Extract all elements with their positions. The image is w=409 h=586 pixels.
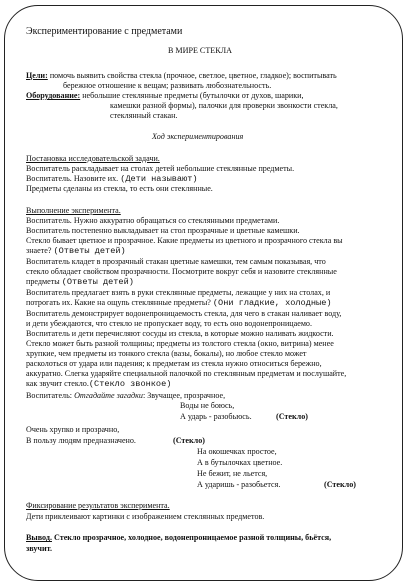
results-line: Дети приклеивают картинки с изображением стеклянных предметов. — [26, 512, 265, 521]
experiment-line: аккуратно. Слегка ударяйте специальной палочкой по стеклянным предметам и послушайте, — [26, 369, 347, 378]
children-response: (Ответы детей) — [53, 246, 126, 256]
riddle-line: А ударь - разобьюсь. — [180, 412, 252, 421]
riddle-line: На окошечках простое, — [197, 447, 277, 456]
equipment-line-3: стеклянный стакан. — [110, 111, 178, 120]
equipment-label: Оборудование: — [26, 91, 81, 100]
experiment-line: расколоться от удара или падения; к предметам из стекла нужно относиться бережно, — [26, 359, 322, 368]
children-response: (Стекло звонкое) — [88, 379, 172, 389]
experiment-line: как звучит стекло.(Стекло звонкое) — [26, 379, 172, 389]
conclusion-text: Стекло прозрачное, холодное, водонепроницаемое разной толщины, бьётся, — [51, 533, 332, 542]
results-heading: Фиксирование результатов эксперимента. — [26, 501, 170, 510]
riddle-line: Не бежит, не льется, — [197, 469, 268, 478]
children-response: (Они гладкие, холодные) — [212, 298, 332, 308]
experiment-line: Стекло может быть разной толщины; предметы из толстого стекла (окно, витрина) менее — [26, 339, 334, 348]
goals-label: Цели: — [26, 71, 48, 80]
experiment-line: потрогать их. Какие на ощупь стеклянные предметы? (Они гладкие, холодные) — [26, 298, 332, 308]
equipment-line-1 — [26, 91, 304, 101]
experiment-line: Воспитатель постепенно выкладывает на стол прозрачные и цветные камешки. — [26, 226, 300, 235]
experiment-line: хрупкие, чем предметы из тонкого стекла (вазы, бокалы), но любое стекло может — [26, 349, 307, 358]
children-response: (Дети называют) — [120, 174, 198, 184]
experiment-line: и дети убеждаются, что стекло не пропускает воду, то есть оно водонепроницаемо. — [26, 319, 313, 328]
experiment-line: предметы (Ответы детей) — [26, 277, 134, 287]
problem-line: Воспитатель раскладывает на столах детей небольшие стеклянные предметы. — [26, 164, 295, 173]
riddle-answer: (Стекло) — [276, 412, 308, 421]
riddle-line: А ударишь - разобьется. — [197, 480, 281, 489]
experiment-line: Воспитатель. Нужно аккуратно обращаться со стеклянными предметами. — [26, 216, 280, 225]
riddle-intro: Воспитатель: Отгадайте загадки: Звучащее, прозрачное, — [26, 391, 226, 400]
experiment-line: Воспитатель и дети перечисляют сосуды из стекла, в которые можно наливать жидкости. — [26, 329, 334, 338]
goals-text: помочь выявить свойства стекла (прочное, светлое, цветное, гладкое); воспитывать — [47, 71, 337, 80]
experiment-line: Стекло бывает цветное и прозрачное. Какие предметы из цветного и прозрачного стекла вы — [26, 236, 343, 245]
goals-line-1 — [26, 71, 337, 81]
experiment-line: Воспитатель демонстрирует водонепроницаемость стекла, для чего в стакан наливает воду, — [26, 309, 342, 318]
riddle-line: В пользу людям предназначено. — [26, 436, 136, 445]
problem-line: Воспитатель. Назовите их. (Дети называют) — [26, 174, 198, 184]
conclusion-label: Вывод. — [26, 533, 52, 542]
goals-line-2: бережное отношение к вещам; развивать любознательность. — [63, 81, 272, 90]
children-response: (Ответы детей) — [61, 277, 134, 287]
riddle-line: Очень хрупко и прозрачно, — [26, 425, 120, 434]
document-heading: Экспериментирование с предметами — [26, 26, 183, 37]
equipment-line-2: камешки разной формы), палочки для проверки звонкости стекла, — [110, 101, 338, 110]
problem-heading: Постановка исследовательской задачи. — [26, 154, 160, 163]
conclusion-line-1 — [26, 533, 331, 543]
experiment-line: Воспитатель предлагает взять в руки стеклянные предметы, лежащие у них на столах, и — [26, 288, 331, 297]
experiment-heading: Выполнение эксперимента. — [26, 206, 121, 215]
document-title: В МИРЕ СТЕКЛА — [168, 46, 232, 55]
conclusion-line-2: звучит. — [26, 544, 53, 553]
riddle-line: А в бутылочках цветное. — [197, 458, 283, 467]
experiment-line: Воспитатель кладет в прозрачный стакан цветные камешки, тем самым показывая, что — [26, 257, 326, 266]
riddle-line: Воды не боюсь, — [180, 401, 235, 410]
problem-line: Предметы сделаны из стекла, то есть они стеклянные. — [26, 184, 213, 193]
riddle-answer: (Стекло) — [324, 480, 356, 489]
experiment-line: знаете? (Ответы детей) — [26, 246, 126, 256]
experiment-line: стекло обладает свойством прозрачности. Посмотрите вокруг себя и назовите стеклянные — [26, 267, 337, 276]
riddle-answer: (Стекло) — [173, 436, 205, 445]
equipment-text: небольшие стеклянные предметы (бутылочки от духов, шарики, — [80, 91, 304, 100]
course-title: Ход экспериментирования — [152, 132, 244, 141]
